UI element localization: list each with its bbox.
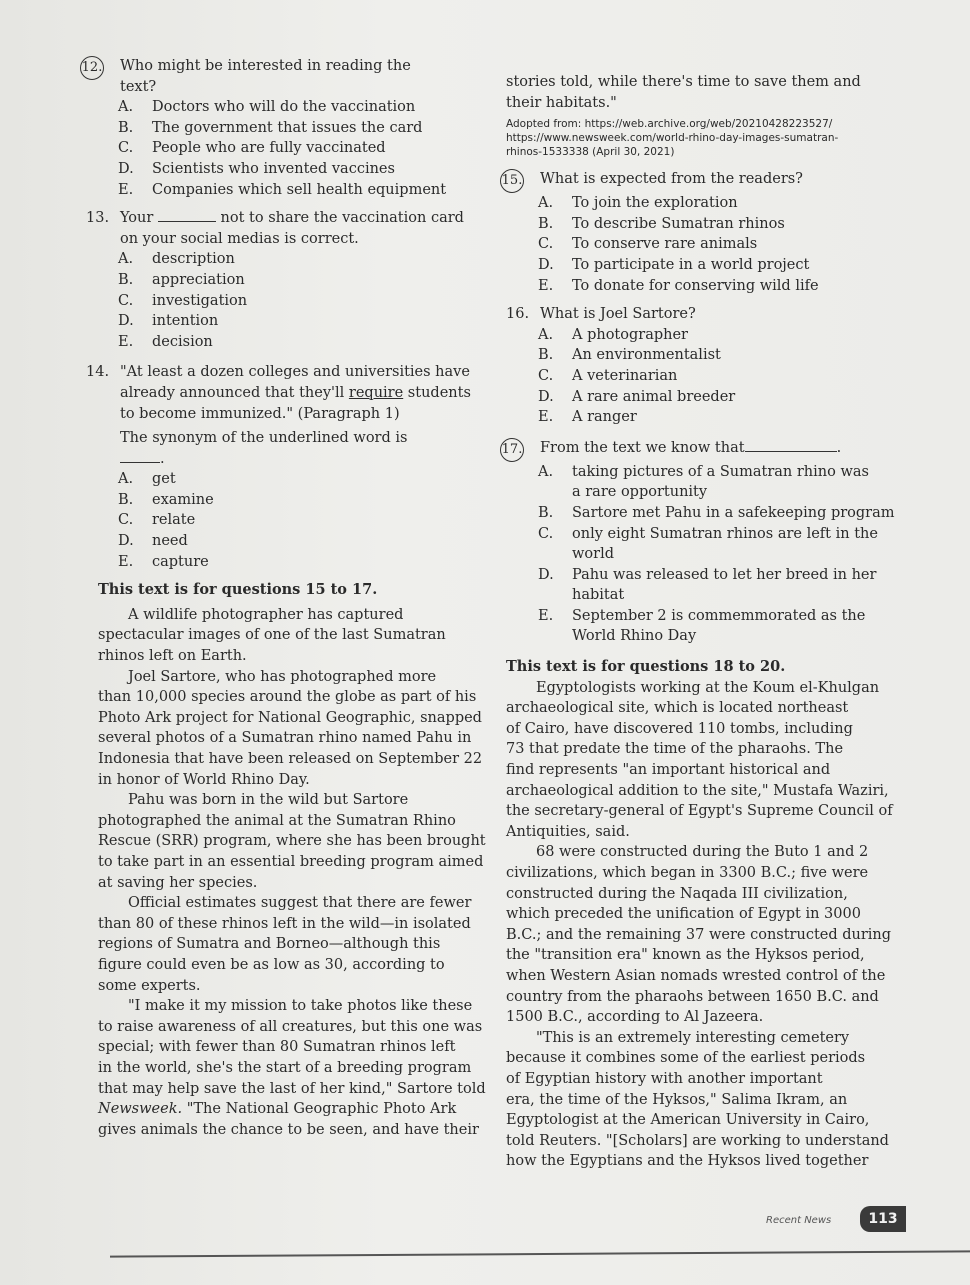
paragraph-line: of Cairo, have discovered 110 tombs, including <box>506 720 853 737</box>
option-item <box>506 606 898 647</box>
option-text-line: only eight Sumatran rhinos are left in the <box>572 525 878 542</box>
q13-options <box>86 249 494 352</box>
option-letter: B. <box>118 491 134 508</box>
paragraph-line: Indonesia that have been released on September 22 <box>98 751 483 767</box>
paragraph-line: Official estimates suggest that there are fewer <box>128 895 472 912</box>
paragraph-line: special; with fewer than 80 Sumatran rhinos left <box>98 1039 456 1056</box>
q14-options <box>86 469 494 572</box>
q14-stem-part: already announced that they'll <box>120 384 349 401</box>
option-item <box>506 565 898 606</box>
option-letter: C. <box>538 236 554 253</box>
paragraph-line: that may help save the last of her kind," Sartore told <box>98 1080 486 1097</box>
option-text: need <box>152 533 188 550</box>
paragraph-line: Rescue (SRR) program, where she has been brought <box>98 833 486 850</box>
option-text: intention <box>152 313 219 330</box>
q13-stem-part: not to share the vaccination card <box>220 210 464 227</box>
option-item <box>506 214 898 235</box>
paragraph-line: country from the pharaohs between 1650 B.C. and <box>506 988 879 1005</box>
paragraph-line: because it combines some of the earliest periods <box>506 1050 866 1067</box>
option-text: To join the exploration <box>572 195 738 212</box>
q12-stem-line: Who might be interested in reading the <box>120 58 411 74</box>
paragraph-line: civilizations, which began in 3300 B.C.; five were <box>506 865 869 881</box>
paragraph-line: photographed the animal at the Sumatran Rhino <box>98 812 456 829</box>
option-text: To describe Sumatran rhinos <box>572 215 785 232</box>
paragraph-line: figure could even be as low as 30, according to <box>98 956 445 973</box>
text1-cont-line: stories told, while there's time to save them and <box>506 74 861 90</box>
paragraph-line: rhinos left on Earth. <box>98 648 247 665</box>
option-item <box>506 503 898 524</box>
q12-number: 12. <box>80 56 104 80</box>
source-line: https://www.newsweek.com/world-rhino-day-images-sumatran- <box>506 132 839 145</box>
option-text: capture <box>152 553 209 570</box>
q14-number: 14. <box>86 364 110 381</box>
q13-stem-line: on your social medias is correct. <box>120 230 359 247</box>
option-letter: E. <box>118 181 134 198</box>
option-text <box>572 503 895 524</box>
option-letter: E. <box>118 333 134 350</box>
option-letter: B. <box>538 347 554 364</box>
paragraph-line: how the Egyptians and the Hyksos lived together <box>506 1153 869 1170</box>
option-text: decision <box>152 333 213 350</box>
option-letter: D. <box>538 566 554 583</box>
option-text: Companies which sell health equipment <box>152 181 447 198</box>
option-letter: E. <box>118 553 134 570</box>
q12-stem-line: text? <box>120 78 157 95</box>
q16-number: 16. <box>506 306 530 323</box>
option-text: appreciation <box>152 271 245 288</box>
source-label: Adopted from: <box>506 118 582 131</box>
option-item <box>86 531 494 552</box>
option-item <box>506 193 898 214</box>
paragraph-line: 73 that predate the time of the pharaohs. The <box>506 741 844 758</box>
option-item <box>86 490 494 511</box>
question-16 <box>506 304 898 428</box>
option-letter: A. <box>538 326 554 343</box>
option-letter: E. <box>538 277 554 294</box>
q14-stem-line: The synonym of the underlined word is <box>120 430 408 447</box>
q17-stem: From the text we know that <box>540 439 745 456</box>
question-number-circled <box>501 438 540 462</box>
option-text: get <box>152 471 176 488</box>
q13-stem-part: Your <box>120 210 154 227</box>
paragraph-line: find represents "an important historical and <box>506 762 831 779</box>
option-letter: D. <box>118 160 134 177</box>
option-item <box>86 249 494 270</box>
text1-paragraphs <box>98 605 494 1099</box>
option-letter: D. <box>118 533 134 550</box>
text1-line-part: "The National Geographic Photo Ark <box>182 1101 457 1118</box>
option-letter: D. <box>538 388 554 405</box>
option-text: relate <box>152 512 196 529</box>
question-14: 14. "At least a dozen colleges and universities have already announced that they'll require students to become immunized." (Paragraph 1) The synonym of the underlined word is . A. get B. examine C. relate D. need E. capture <box>86 362 494 572</box>
paragraph-line: Pahu was born in the wild but Sartore <box>128 792 409 809</box>
text1-line: gives animals the chance to be seen, and have their <box>98 1121 479 1138</box>
option-text <box>572 524 878 565</box>
left-column <box>81 56 494 1140</box>
option-letter: C. <box>118 140 134 157</box>
paragraph-line: told Reuters. "[Scholars] are working to understand <box>506 1132 889 1149</box>
footer-rule <box>110 1250 970 1257</box>
option-text: A veterinarian <box>572 367 678 384</box>
option-text: examine <box>152 491 214 508</box>
right-column <box>501 72 898 1172</box>
paragraph-line: archaeological addition to the site," Mustafa Waziri, <box>506 782 889 799</box>
paragraph-line: the "transition era" known as the Hyksos period, <box>506 947 865 964</box>
option-text: An environmentalist <box>572 347 721 364</box>
question-13 <box>86 208 494 352</box>
answer-blank <box>158 209 216 222</box>
option-text: To participate in a world project <box>572 256 810 273</box>
option-item <box>506 325 898 346</box>
option-text-line: World Rhino Day <box>572 628 697 645</box>
option-text: The government that issues the card <box>152 119 423 136</box>
q14-stem-line: "At least a dozen colleges and universities have <box>120 364 470 381</box>
paragraph-line: in the world, she's the start of a breeding program <box>98 1059 472 1076</box>
option-text: description <box>152 251 235 268</box>
paragraph-line: the secretary-general of Egypt's Supreme Council of <box>506 803 893 820</box>
paragraph-line: constructed during the Naqada III civilization, <box>506 885 848 902</box>
option-letter: E. <box>538 607 554 624</box>
q16-options <box>506 325 898 428</box>
footer-label: Recent News <box>766 1215 832 1226</box>
option-item <box>86 311 494 332</box>
paragraph-line: Antiquities, said. <box>506 823 630 840</box>
option-text: People who are fully vaccinated <box>152 140 386 157</box>
q13-number: 13. <box>86 210 110 227</box>
paragraph-line: A wildlife photographer has captured <box>128 606 404 623</box>
paragraph-line: which preceded the unification of Egypt in 3000 <box>506 906 861 923</box>
option-item <box>86 159 494 180</box>
option-item <box>506 524 898 565</box>
question-number-circled <box>81 56 120 97</box>
paragraph-line: spectacular images of one of the last Sumatran <box>98 627 446 644</box>
option-text-line: habitat <box>572 587 625 604</box>
question-17: 17. From the text we know that . A. taking pictures of a Sumatran rhino was a rare opportunity B. Sartore met Pahu in a safekeeping program C. only eight Sumatran rhinos are left in the world D. Pahu was released to let her breed in her habitat E. September 2 is commemmorated as the World Rhino Day <box>506 438 898 647</box>
option-letter: D. <box>538 256 554 273</box>
answer-blank <box>120 450 160 463</box>
q14-stem-part: students <box>403 384 471 401</box>
option-item <box>506 462 898 503</box>
paragraph-line: archaeological site, which is located northeast <box>506 700 849 717</box>
source-line: https://web.archive.org/web/20210428223527/ <box>581 118 833 131</box>
option-text: A ranger <box>572 409 637 426</box>
paragraph-line: of Egyptian history with another important <box>506 1070 823 1087</box>
paragraph-line: several photos of a Sumatran rhino named Pahu in <box>98 730 472 747</box>
question-15 <box>501 169 898 296</box>
paragraph-line: era, the time of the Hyksos," Salima Ikram, an <box>506 1091 848 1108</box>
option-text-line: world <box>572 546 614 563</box>
paragraph-line: "This is an extremely interesting cemetery <box>536 1029 850 1046</box>
q15-options <box>506 193 898 296</box>
option-text: Doctors who will do the vaccination <box>152 99 416 116</box>
italic-source-name: Newsweek. <box>98 1101 183 1118</box>
option-letter: A. <box>538 463 554 480</box>
paragraph-line: Joel Sartore, who has photographed more <box>128 668 437 685</box>
option-text-line: Sartore met Pahu in a safekeeping program <box>572 504 895 521</box>
option-letter: B. <box>538 215 554 232</box>
option-letter: C. <box>538 367 554 384</box>
q17-options <box>506 462 898 647</box>
option-text <box>572 462 869 503</box>
option-item <box>506 387 898 408</box>
option-item <box>86 510 494 531</box>
option-text: investigation <box>152 292 248 309</box>
source-citation <box>506 117 898 159</box>
q15-number: 15. <box>500 169 524 193</box>
option-text: A rare animal breeder <box>572 388 736 405</box>
paragraph-line: when Western Asian nomads wrested control of the <box>506 967 886 984</box>
option-letter: C. <box>118 512 134 529</box>
paragraph-line: at saving her species. <box>98 874 258 891</box>
q16-stem: What is Joel Sartore? <box>540 306 696 323</box>
text1-last-line <box>98 1099 494 1120</box>
page-number: 113 <box>860 1206 906 1232</box>
option-item <box>86 97 494 118</box>
paragraph-line: 68 were constructed during the Buto 1 and 2 <box>536 844 869 861</box>
underlined-word: require <box>348 384 404 401</box>
option-text <box>572 606 865 647</box>
option-text-line: taking pictures of a Sumatran rhino was <box>572 463 869 480</box>
option-item <box>506 276 898 297</box>
option-letter: A. <box>118 251 134 268</box>
answer-blank <box>745 439 837 452</box>
source-line: rhinos-1533338 (April 30, 2021) <box>506 146 675 159</box>
option-letter: C. <box>118 292 134 309</box>
option-text-line: Pahu was released to let her breed in her <box>572 566 877 583</box>
paragraph-line: to raise awareness of all creatures, but this one was <box>98 1018 483 1035</box>
paragraph-line: some experts. <box>98 977 201 994</box>
option-item <box>506 407 898 428</box>
paragraph-line: "I make it my mission to take photos like these <box>128 998 473 1015</box>
option-item <box>86 270 494 291</box>
section-heading: This text is for questions 15 to 17. <box>98 581 378 599</box>
option-item <box>86 552 494 573</box>
question-12 <box>81 56 494 200</box>
q14-stem-line: to become immunized." (Paragraph 1) <box>120 405 400 422</box>
option-item <box>506 345 898 366</box>
text2-paragraphs <box>506 678 898 1172</box>
paragraph-line: Egyptologist at the American University in Cairo, <box>506 1112 870 1129</box>
option-item <box>86 469 494 490</box>
paragraph-line: Egyptologists working at the Koum el-Khulgan <box>536 679 880 696</box>
option-item <box>86 332 494 353</box>
q17-number: 17. <box>500 438 524 462</box>
paragraph-line: than 80 of these rhinos left in the wild—in isolated <box>98 915 471 932</box>
option-letter: D. <box>118 313 134 330</box>
option-letter: B. <box>118 271 134 288</box>
question-number-circled <box>501 169 540 193</box>
q15-stem: What is expected from the readers? <box>540 171 803 188</box>
option-text <box>572 565 876 606</box>
paragraph-line: than 10,000 species around the globe as part of his <box>98 689 477 706</box>
paragraph-line: regions of Sumatra and Borneo—although this <box>98 936 441 953</box>
option-text-line: September 2 is commemmorated as the <box>572 607 866 624</box>
option-text: To conserve rare animals <box>572 236 758 253</box>
option-text: To donate for conserving wild life <box>572 277 819 294</box>
paragraph-line: to take part in an essential breeding program aimed <box>98 853 484 870</box>
option-letter: C. <box>538 525 554 542</box>
paragraph-line: in honor of World Rhino Day. <box>98 771 310 788</box>
option-letter: E. <box>538 409 554 426</box>
option-text: A photographer <box>572 326 688 343</box>
text1-cont-line: their habitats." <box>506 94 617 111</box>
option-letter: B. <box>538 504 554 521</box>
option-item <box>86 291 494 312</box>
paragraph-line: 1500 B.C., according to Al Jazeera. <box>506 1009 764 1026</box>
option-item <box>86 138 494 159</box>
text-15-17 <box>98 580 494 1140</box>
q12-options <box>86 97 494 200</box>
section-heading: This text is for questions 18 to 20. <box>506 658 786 676</box>
paragraph-line: Photo Ark project for National Geographic, snapped <box>98 709 482 726</box>
option-letter: B. <box>118 119 134 136</box>
paragraph-line: B.C.; and the remaining 37 were constructed during <box>506 926 892 943</box>
option-item <box>86 180 494 201</box>
option-text-line: a rare opportunity <box>572 484 708 501</box>
option-text: Scientists who invented vaccines <box>152 160 395 177</box>
option-letter: A. <box>118 99 134 116</box>
option-item <box>506 366 898 387</box>
option-item <box>506 255 898 276</box>
text-18-20 <box>506 657 898 1172</box>
option-letter: A. <box>538 195 554 212</box>
option-item <box>506 234 898 255</box>
option-item <box>86 118 494 139</box>
option-letter: A. <box>118 471 134 488</box>
